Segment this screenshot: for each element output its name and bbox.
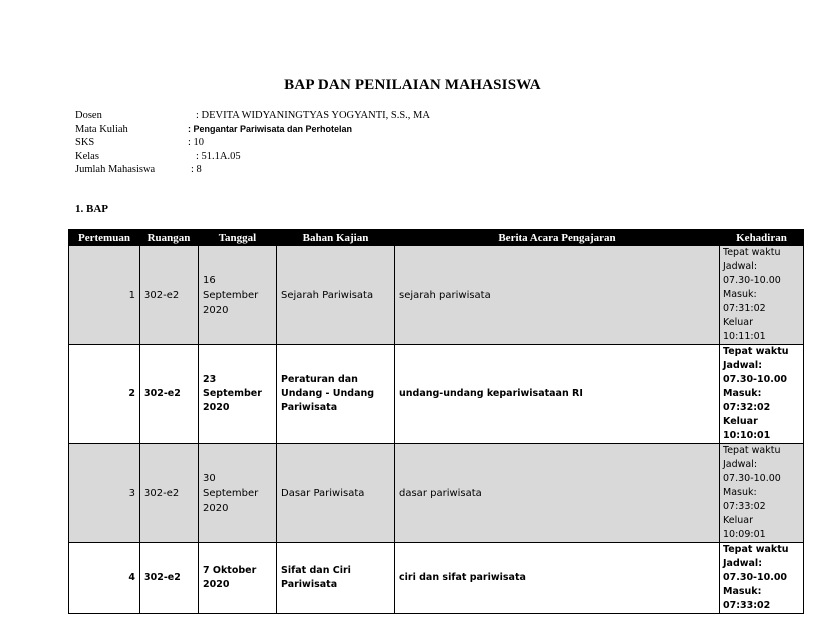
- kehadiran-line: 07.30-10.00: [723, 572, 788, 583]
- kehadiran-line: Jadwal:: [723, 459, 758, 470]
- cell-kehadiran: [720, 345, 804, 444]
- cell-bahan-kajian: Sifat dan Ciri Pariwisata: [277, 543, 395, 614]
- kehadiran-line: 07.30-10.00: [723, 374, 788, 385]
- cell-ruangan: 302-e2: [140, 246, 199, 345]
- cell-ruangan: 302-e2: [140, 543, 199, 614]
- kehadiran-line: Keluar: [723, 416, 758, 427]
- header-ruangan: Ruangan: [140, 230, 199, 246]
- info-label: Kelas: [75, 150, 99, 162]
- kehadiran-line: Masuk:: [723, 289, 757, 300]
- info-value: : Pengantar Pariwisata dan Perhotelan: [188, 123, 353, 134]
- kehadiran-line: Tepat waktu: [723, 445, 781, 456]
- cell-kehadiran: [720, 246, 804, 345]
- info-value: : DEVITA WIDYANINGTYAS YOGYANTI, S.S., MA: [196, 110, 430, 121]
- kehadiran-line: 10:09:01: [723, 529, 766, 540]
- page-title: BAP DAN PENILAIAN MAHASISWA: [284, 77, 541, 93]
- kehadiran-line: Masuk:: [723, 487, 757, 498]
- info-label: Mata Kuliah: [75, 123, 128, 135]
- kehadiran-line: 07.30-10.00: [723, 275, 781, 286]
- kehadiran-line: Masuk:: [723, 586, 762, 597]
- header-pertemuan: Pertemuan: [69, 230, 140, 246]
- cell-tanggal: 30 September 2020: [199, 444, 277, 543]
- cell-pertemuan: 2: [69, 345, 140, 444]
- table-row: [69, 543, 804, 614]
- table-row: [69, 444, 804, 543]
- header-berita-acara: Berita Acara Pengajaran: [395, 230, 720, 246]
- kehadiran-line: 07:32:02: [723, 402, 771, 413]
- info-label: Jumlah Mahasiswa: [75, 164, 156, 175]
- cell-berita-acara: ciri dan sifat pariwisata: [395, 543, 720, 614]
- cell-ruangan: 302-e2: [140, 345, 199, 444]
- kehadiran-line: Jadwal:: [723, 261, 758, 272]
- kehadiran-line: Jadwal:: [723, 360, 762, 371]
- table-row: [69, 246, 804, 345]
- cell-bahan-kajian: Sejarah Pariwisata: [277, 246, 395, 345]
- cell-bahan-kajian: Peraturan dan Undang - Undang Pariwisata: [277, 345, 395, 444]
- cell-berita-acara: dasar pariwisata: [395, 444, 720, 543]
- kehadiran-line: Tepat waktu: [723, 247, 781, 258]
- header-tanggal: Tanggal: [199, 230, 277, 246]
- cell-kehadiran: [720, 444, 804, 543]
- info-value: : 8: [191, 164, 202, 175]
- bap-table: [68, 229, 804, 614]
- info-label: SKS: [75, 137, 95, 148]
- info-label: Dosen: [75, 110, 102, 121]
- kehadiran-line: Masuk:: [723, 388, 762, 399]
- cell-kehadiran: [720, 543, 804, 614]
- kehadiran-line: 07:31:02: [723, 303, 766, 314]
- kehadiran-line: Jadwal:: [723, 558, 762, 569]
- kehadiran-line: Tepat waktu: [723, 346, 789, 357]
- table-header-row: [69, 230, 804, 246]
- cell-tanggal: 16 September 2020: [199, 246, 277, 345]
- kehadiran-line: Tepat waktu: [723, 544, 789, 555]
- cell-bahan-kajian: Dasar Pariwisata: [277, 444, 395, 543]
- kehadiran-line: 10:11:01: [723, 331, 766, 342]
- cell-pertemuan: 1: [69, 246, 140, 345]
- cell-berita-acara: undang-undang kepariwisataan RI: [395, 345, 720, 444]
- kehadiran-line: Keluar: [723, 515, 753, 526]
- section-title: 1. BAP: [75, 203, 108, 215]
- kehadiran-line: 07.30-10.00: [723, 473, 781, 484]
- cell-tanggal: 7 Oktober 2020: [199, 543, 277, 614]
- table-row: [69, 345, 804, 444]
- cell-tanggal: 23 September 2020: [199, 345, 277, 444]
- cell-ruangan: 302-e2: [140, 444, 199, 543]
- cell-pertemuan: 3: [69, 444, 140, 543]
- cell-pertemuan: 4: [69, 543, 140, 614]
- kehadiran-line: Keluar: [723, 317, 753, 328]
- kehadiran-line: 07:33:02: [723, 600, 771, 611]
- info-value: : 51.1A.05: [196, 150, 241, 162]
- header-bahan-kajian: Bahan Kajian: [277, 230, 395, 246]
- cell-berita-acara: sejarah pariwisata: [395, 246, 720, 345]
- kehadiran-line: 10:10:01: [723, 430, 771, 441]
- info-value: : 10: [188, 137, 205, 148]
- kehadiran-line: 07:33:02: [723, 501, 766, 512]
- header-kehadiran: Kehadiran: [720, 230, 804, 246]
